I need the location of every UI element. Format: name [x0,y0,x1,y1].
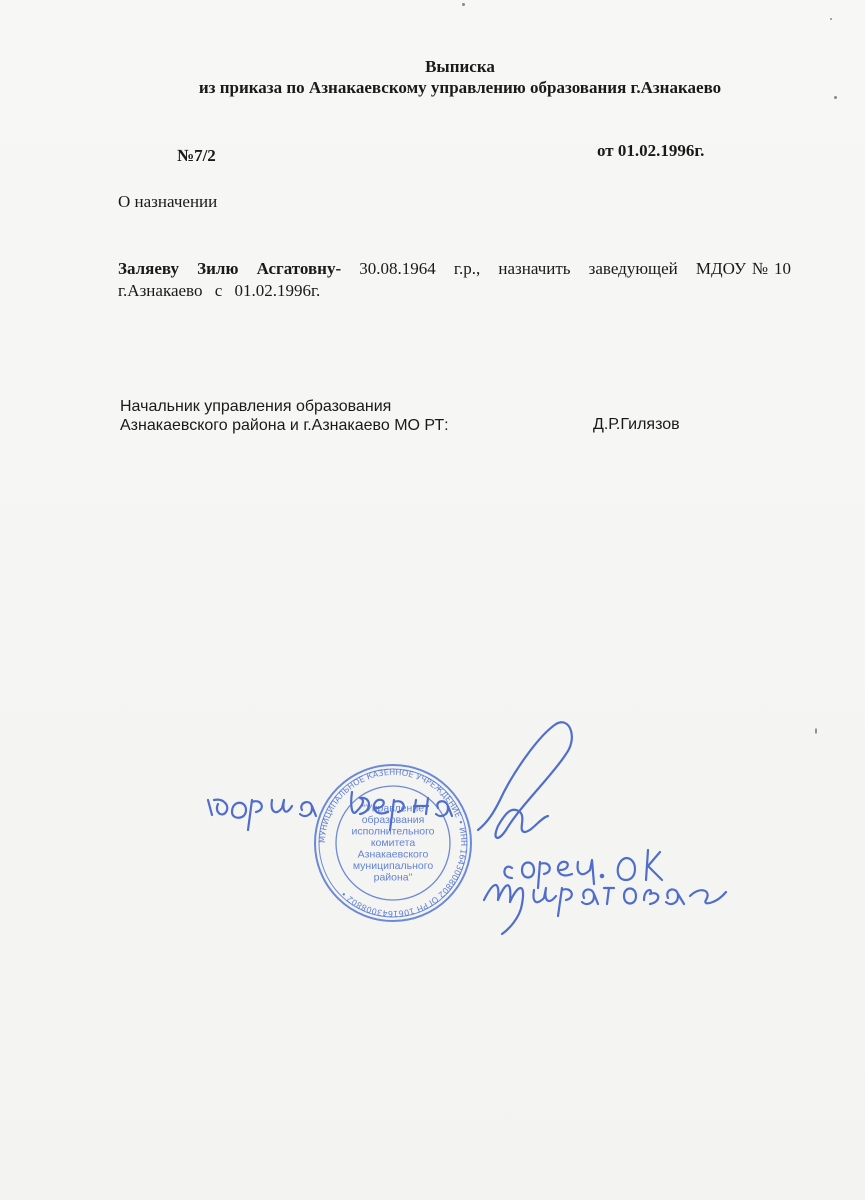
order-subject: О назначении [118,192,218,211]
scan-speck [834,96,837,99]
scan-speck [462,3,465,6]
document-subtitle: из приказа по Азнакаевскому управлению образования г.Азнакаево [198,78,722,97]
scan-speck [830,18,832,20]
seal-text-line: Азнакаевского [357,848,429,861]
seal-text-line: комитета [370,837,416,849]
seal-text-line: муниципального [352,860,434,872]
seal-text-line: исполнительного [351,825,435,838]
svg-text:МУНИЦИПАЛЬНОЕ КАЗЕННОЕ УЧРЕЖДЕ: МУНИЦИПАЛЬНОЕ КАЗЕННОЕ УЧРЕЖДЕНИЕ • ИНН 1643008802 ОГРН 1061643008802 • [316,766,470,920]
seal-text-line: "Управление [361,802,425,815]
scan-speck [815,728,817,734]
document-title: Выписка [425,57,495,76]
order-date: от 01.02.1996г. [597,141,705,160]
order-body [118,258,791,302]
signatory-name: Д.Р.Гилязов [593,416,680,433]
signatory-title-line2: Азнакаевского района и г.Азнакаево МО РТ: [120,417,449,434]
order-body-text: 30.08.1964 г.р., назначить заведующей МДОУ№10 г.Азнакаево с 01.02.1996г. [118,259,791,300]
signatory-title-line1: Начальник управления образования [120,398,392,415]
seal-text-line: района" [373,871,413,884]
appointee-name: Заляеву Зилю Асгатовну- [118,259,342,278]
seal-text-line: образования [361,814,425,826]
order-number: №7/2 [177,146,216,165]
official-seal [313,763,473,923]
